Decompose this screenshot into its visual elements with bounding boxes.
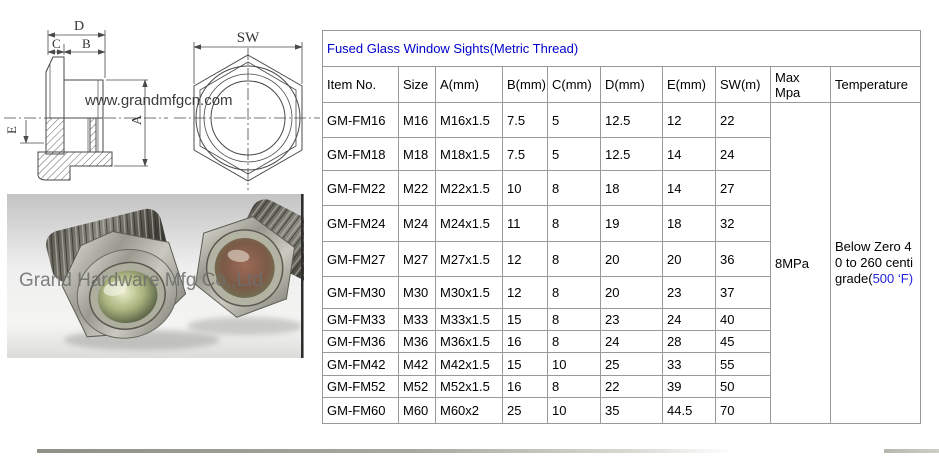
table-cell: 22: [716, 103, 771, 138]
photo-right-edge: [301, 194, 304, 358]
table-cell: GM-FM36: [323, 331, 399, 353]
column-header: E(mm): [663, 67, 716, 103]
table-cell: 8: [548, 331, 601, 353]
bottom-divider-left: [37, 449, 734, 453]
dimension-label-SW: SW: [236, 30, 260, 46]
table-cell: 12: [503, 277, 548, 309]
table-cell: GM-FM52: [323, 376, 399, 398]
table-cell: 23: [601, 309, 663, 331]
header-row: [323, 67, 921, 103]
table-cell: 20: [601, 277, 663, 309]
column-header: Max Mpa: [771, 67, 831, 103]
table-cell: 8: [548, 171, 601, 206]
table-cell: GM-FM60: [323, 398, 399, 424]
table-cell: 24: [663, 309, 716, 331]
technical-drawing: [0, 0, 320, 192]
column-header: A(mm): [436, 67, 503, 103]
table-cell: M52: [399, 376, 436, 398]
table-cell: 37: [716, 277, 771, 309]
table-cell: 24: [716, 138, 771, 171]
column-header: Temperature: [831, 67, 921, 103]
table-cell: 10: [548, 353, 601, 376]
dimension-label-D: D: [74, 19, 85, 34]
table-cell: M16: [399, 103, 436, 138]
table-cell: 18: [601, 171, 663, 206]
dimension-label-B: B: [82, 36, 91, 51]
right-plug-shadow: [187, 317, 303, 335]
table-cell: 19: [601, 206, 663, 242]
column-header: B(mm): [503, 67, 548, 103]
table-cell: 16: [503, 376, 548, 398]
dimension-label-E: E: [4, 126, 19, 134]
table-cell: M18: [399, 138, 436, 171]
column-header: SW(m): [716, 67, 771, 103]
table-cell: 14: [663, 138, 716, 171]
table-cell: GM-FM18: [323, 138, 399, 171]
table-cell: GM-FM33: [323, 309, 399, 331]
table-cell: 70: [716, 398, 771, 424]
table-cell: 50: [716, 376, 771, 398]
front-view: [174, 48, 320, 190]
spec-table: [322, 30, 921, 424]
table-cell: 32: [716, 206, 771, 242]
table-cell: 33: [663, 353, 716, 376]
table-cell: 15: [503, 309, 548, 331]
table-cell: 8: [548, 242, 601, 277]
column-header: Size: [399, 67, 436, 103]
title-row: [323, 31, 921, 67]
table-cell: M33x1.5: [436, 309, 503, 331]
table-cell: 7.5: [503, 138, 548, 171]
column-header: Item No.: [323, 67, 399, 103]
table-cell: 45: [716, 331, 771, 353]
table-cell: M36: [399, 331, 436, 353]
table-cell: 8: [548, 277, 601, 309]
table-cell: 25: [503, 398, 548, 424]
table-cell: GM-FM24: [323, 206, 399, 242]
table-cell: 14: [663, 171, 716, 206]
table-cell: 10: [548, 398, 601, 424]
table-cell: 8: [548, 206, 601, 242]
table-cell: M30x1.5: [436, 277, 503, 309]
table-cell: GM-FM30: [323, 277, 399, 309]
table-cell: M60: [399, 398, 436, 424]
photo-watermark: Grand Hardware Mfg Co.,Ltd: [19, 270, 263, 291]
spec-table-container: [322, 30, 920, 424]
bottom-divider-right: [884, 449, 939, 453]
table-cell: M24: [399, 206, 436, 242]
table-cell: 5: [548, 138, 601, 171]
temperature-cell: [831, 103, 921, 424]
table-cell: M30: [399, 277, 436, 309]
table-cell: 27: [716, 171, 771, 206]
table-cell: 12: [663, 103, 716, 138]
table-cell: 28: [663, 331, 716, 353]
table-cell: GM-FM42: [323, 353, 399, 376]
dimension-E: [20, 120, 44, 143]
table-cell: 35: [601, 398, 663, 424]
column-header: C(mm): [548, 67, 601, 103]
table-cell: 8: [548, 309, 601, 331]
table-cell: GM-FM16: [323, 103, 399, 138]
table-cell: GM-FM22: [323, 171, 399, 206]
table-cell: 15: [503, 353, 548, 376]
table-cell: 25: [601, 353, 663, 376]
table-cell: 12.5: [601, 138, 663, 171]
table-cell: M36x1.5: [436, 331, 503, 353]
table-cell: 55: [716, 353, 771, 376]
table-cell: 20: [601, 242, 663, 277]
table-cell: 18: [663, 206, 716, 242]
table-cell: 12: [503, 242, 548, 277]
column-header: D(mm): [601, 67, 663, 103]
table-cell: 40: [716, 309, 771, 331]
table-cell: 5: [548, 103, 601, 138]
table-cell: M24x1.5: [436, 206, 503, 242]
table-cell: M22: [399, 171, 436, 206]
table-cell: 8: [548, 376, 601, 398]
table-cell: 11: [503, 206, 548, 242]
table-cell: M16x1.5: [436, 103, 503, 138]
table-cell: M27: [399, 242, 436, 277]
table-cell: M22x1.5: [436, 171, 503, 206]
table-cell: M33: [399, 309, 436, 331]
table-cell: 16: [503, 331, 548, 353]
table-cell: M42: [399, 353, 436, 376]
dimension-label-A: A: [130, 114, 145, 126]
table-cell: 20: [663, 242, 716, 277]
table-cell: M52x1.5: [436, 376, 503, 398]
table-cell: M42x1.5: [436, 353, 503, 376]
table-cell: 22: [601, 376, 663, 398]
temperature-text: Below Zero 40 to 260 centigrade(: [835, 239, 914, 286]
temperature-fahrenheit-text: 500 ‘F): [872, 271, 914, 286]
table-cell: 39: [663, 376, 716, 398]
table-cell: 23: [663, 277, 716, 309]
table-title: Fused Glass Window Sights(Metric Thread): [323, 31, 921, 67]
table-cell: 10: [503, 171, 548, 206]
table-cell: M18x1.5: [436, 138, 503, 171]
table-cell: 12.5: [601, 103, 663, 138]
table-cell: 44.5: [663, 398, 716, 424]
drawing-watermark: www.grandmfgcn.com: [85, 92, 233, 109]
max-mpa-cell: 8MPa: [771, 103, 831, 424]
dimension-label-C: C: [52, 36, 61, 51]
table-cell: 24: [601, 331, 663, 353]
table-cell: GM-FM27: [323, 242, 399, 277]
table-cell: 36: [716, 242, 771, 277]
table-cell: 7.5: [503, 103, 548, 138]
table-cell: M27x1.5: [436, 242, 503, 277]
table-cell: M60x2: [436, 398, 503, 424]
product-photo: [7, 194, 304, 358]
table-row: [323, 103, 921, 138]
